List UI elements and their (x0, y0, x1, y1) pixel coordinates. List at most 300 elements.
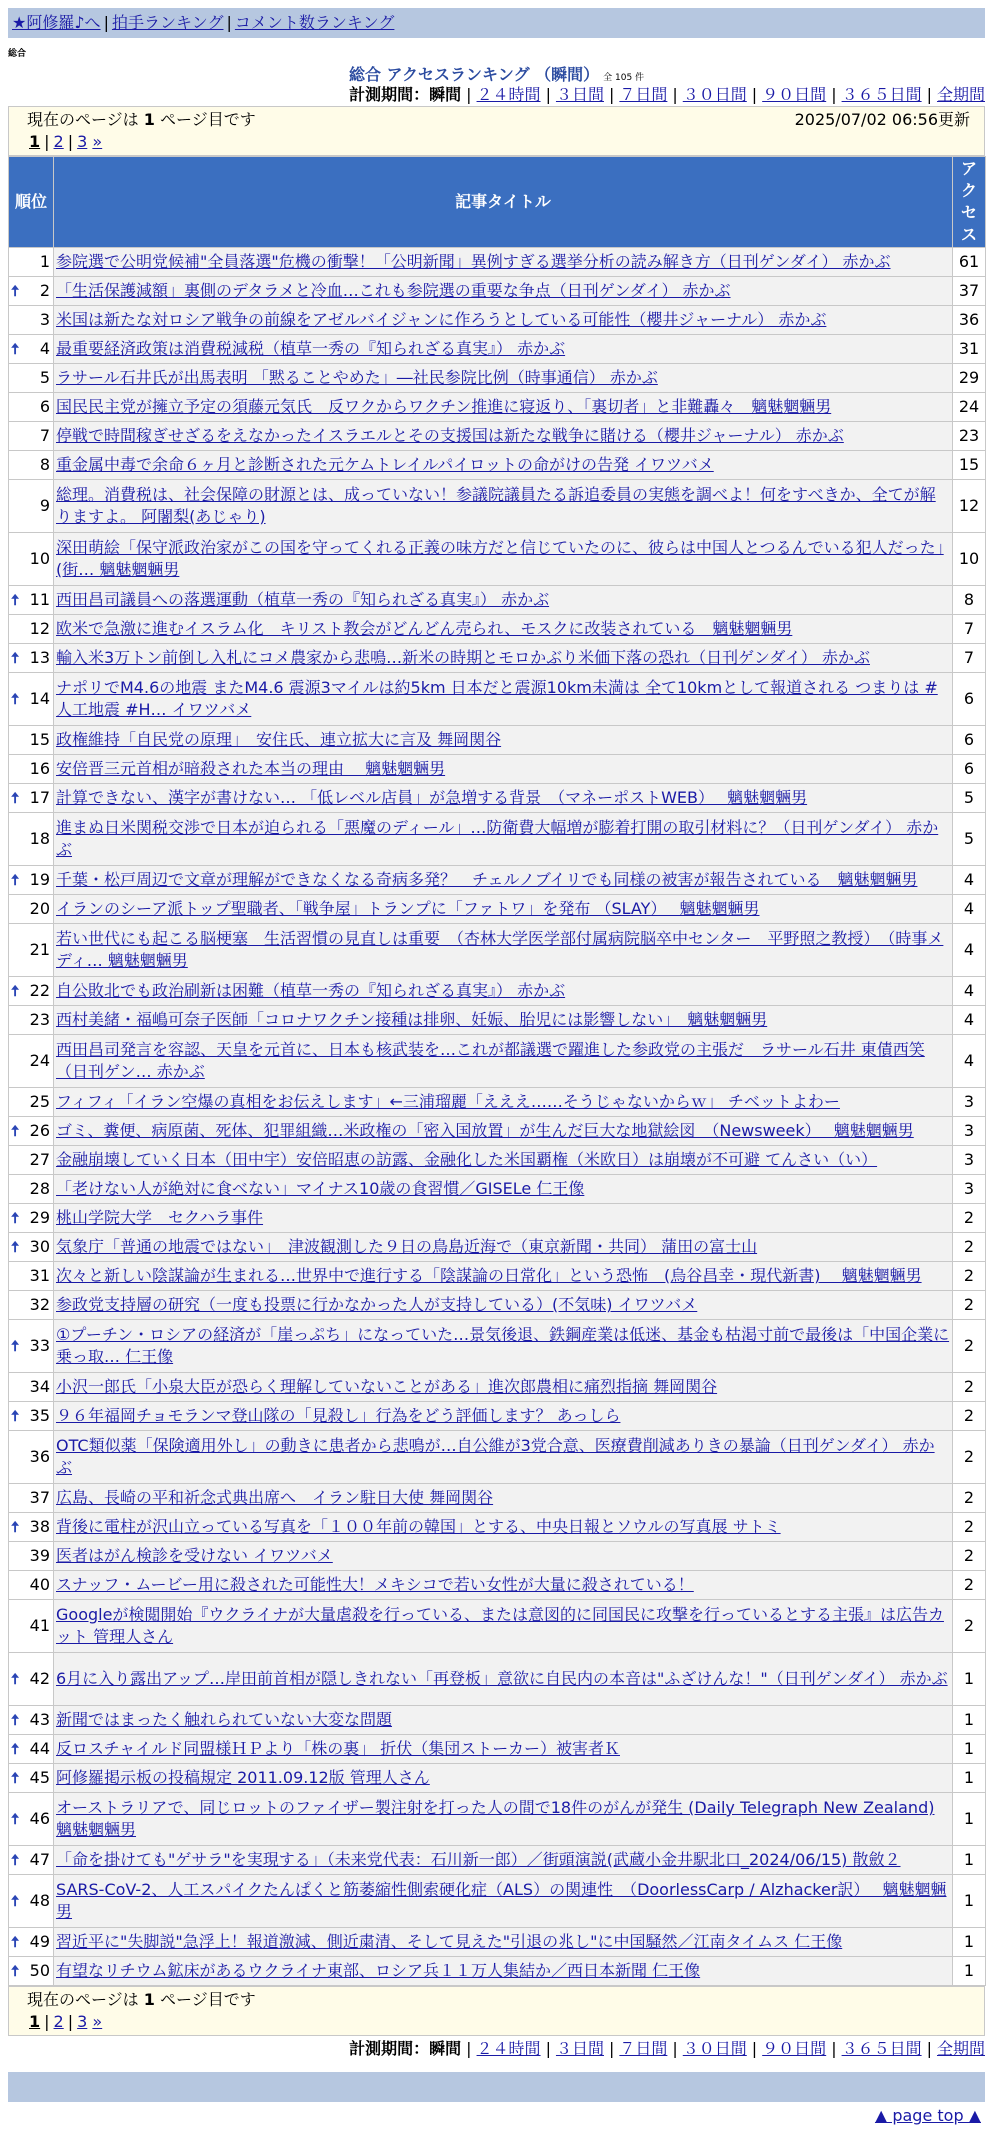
article-link[interactable]: 国民民主党が擁立予定の須藤元気氏 反ワクからワクチン推進に寝返り、「裏切者」と非難轟々 魑魅魍魎男 (56, 397, 832, 416)
table-row (9, 813, 986, 866)
table-row (9, 1373, 986, 1402)
period-link-6[interactable]: 全期間 (936, 2039, 985, 2058)
updated-timestamp: 2025/07/02 06:56更新 (794, 110, 970, 129)
page-status-row (27, 109, 970, 131)
title-cell (54, 1600, 953, 1653)
table-row (9, 393, 986, 422)
article-link[interactable]: 背後に電柱が沢山立っている写真を「１００年前の韓国」とする、中央日報とソウルの写真展 サトミ (56, 1517, 781, 1536)
rank-number: 13 (29, 648, 50, 667)
rank-cell (9, 1957, 54, 1986)
access-count: 10 (953, 533, 986, 586)
article-link[interactable]: 停戦で時間稼ぎせざるをえなかったイスラエルとその支援国は新たな戦争に賭ける（櫻井ジャーナル） 赤かぶ (56, 426, 844, 445)
rank-cell (9, 1035, 54, 1088)
article-link[interactable]: 有望なリチウム鉱床があるウクライナ東部、ロシア兵１１万人集結か／西日本新聞 仁王像 (56, 1961, 701, 1980)
table-row (9, 1875, 986, 1928)
access-count: 3 (953, 1175, 986, 1204)
title-cell (54, 1484, 953, 1513)
page-status-post: ページ目です (154, 110, 256, 129)
article-link[interactable]: 計算できない、漢字が書けない… 「低レベル店員」が急増する背景 （マネーポストWEB） 魑魅魍魎男 (56, 788, 808, 807)
rank-up-icon: 🠅 (11, 1209, 20, 1227)
period-separator: | (672, 2039, 678, 2058)
table-row (9, 1571, 986, 1600)
period-label: 計測期間： (349, 2039, 430, 2058)
table-row (9, 726, 986, 755)
title-cell (54, 1402, 953, 1431)
article-link[interactable]: 千葉・松戸周辺で文章が理解ができなくなる奇病多発？ チェルノブイリでも同様の被害が報告されている 魑魅魍魎男 (56, 870, 918, 889)
article-link[interactable]: 総理。消費税は、社会保障の財源とは、成っていない！参議院議員たる訴追委員の実態を調べよ！何をすべきか、全てが解りますよ。 阿闍梨(あじゃり) (56, 485, 936, 526)
title-cell (54, 1735, 953, 1764)
rank-cell (9, 1006, 54, 1035)
article-link[interactable]: 西村美緒・福嶋可奈子医師「コロナワクチン接種は排卵、妊娠、胎児には影響しない」 魑魅魍魎男 (56, 1010, 768, 1029)
rank-number: 37 (29, 1488, 50, 1507)
article-link[interactable]: 安倍晋三元首相が暗殺された本当の理由 魑魅魍魎男 (56, 759, 446, 778)
rank-number: 31 (29, 1266, 50, 1285)
rank-cell (9, 1875, 54, 1928)
period-selector (8, 84, 985, 106)
rank-up-icon: 🠅 (11, 1962, 20, 1980)
rank-number: 19 (29, 870, 50, 889)
title-cell (54, 393, 953, 422)
rank-number: 48 (29, 1891, 50, 1910)
rank-number: 36 (29, 1447, 50, 1466)
title-cell (54, 277, 953, 306)
title-cell (54, 451, 953, 480)
article-link[interactable]: オーストラリアで、同じロットのファイザー製注射を打った人の間で18件のがんが発生 (Daily Telegraph New Zealand) 魑魅魍魎男 (56, 1798, 935, 1839)
access-count: 1 (953, 1735, 986, 1764)
page-title (8, 62, 985, 84)
period-separator: | (545, 85, 551, 104)
page-status-pre: 現在のページは (27, 1990, 144, 2009)
rank-cell (9, 480, 54, 533)
page-top-row (8, 2102, 985, 2130)
access-count: 5 (953, 813, 986, 866)
access-count: 4 (953, 977, 986, 1006)
title-cell (54, 813, 953, 866)
access-count: 15 (953, 451, 986, 480)
period-separator: | (672, 85, 678, 104)
period-separator: | (608, 85, 615, 104)
title-cell (54, 533, 953, 586)
page-status-number: 1 (143, 110, 155, 129)
title-cell (54, 1291, 953, 1320)
rank-number: 43 (29, 1710, 50, 1729)
access-count: 2 (953, 1484, 986, 1513)
title-cell (54, 866, 953, 895)
clap-ranking-link[interactable]: 拍手ランキング (111, 13, 224, 32)
period-separator: | (831, 85, 837, 104)
period-separator: | (926, 2039, 932, 2058)
rank-up-icon: 🠅 (11, 1810, 20, 1828)
title-cell (54, 1571, 953, 1600)
rank-number: 12 (29, 619, 50, 638)
period-link-1[interactable]: ３日間 (555, 85, 604, 104)
table-row (9, 248, 986, 277)
title-cell (54, 480, 953, 533)
rank-number: 26 (29, 1121, 50, 1140)
period-separator: | (466, 85, 472, 104)
rank-number: 11 (29, 590, 50, 609)
rank-cell (9, 1291, 54, 1320)
article-link[interactable]: ①プーチン・ロシアの経済が「崖っぷち」になっていた…景気後退、鉄鋼産業は低迷、基金も枯渇寸前で最後は「中国企業に乗っ取… 仁王像 (56, 1325, 950, 1366)
rank-number: 44 (29, 1739, 50, 1758)
period-link-5[interactable]: ３６５日間 (841, 2039, 922, 2058)
access-count: 4 (953, 924, 986, 977)
access-count: 2 (953, 1542, 986, 1571)
table-row (9, 1035, 986, 1088)
article-link[interactable]: 参院選で公明党候補"全員落選"危機の衝撃！「公明新聞」異例すぎる選挙分析の読み解き方（日刊ゲンダイ） 赤かぶ (56, 252, 891, 271)
access-count: 5 (953, 784, 986, 813)
article-link[interactable]: 次々と新しい陰謀論が生まれる…世界中で進行する「陰謀論の日常化」という恐怖 (烏谷昌幸・現代新書) 魑魅魍魎男 (56, 1266, 922, 1285)
access-count: 3 (953, 1146, 986, 1175)
period-separator: | (608, 2039, 615, 2058)
rank-cell (9, 726, 54, 755)
title-cell (54, 1542, 953, 1571)
access-count: 2 (953, 1233, 986, 1262)
category-label: 総合 (8, 49, 27, 59)
access-count: 36 (953, 306, 986, 335)
period-link-6[interactable]: 全期間 (936, 85, 985, 104)
article-link[interactable]: 参政党支持層の研究（一度も投票に行かなかった人が支持している）(不気味) イワツバメ (56, 1295, 698, 1314)
article-link[interactable]: SARS-CoV-2、人工スパイクたんぱくと筋萎縮性側索硬化症（ALS）の関連性 （DoorlessCarp / Alzhacker訳） 魑魅魍魎男 (56, 1880, 947, 1921)
page-status-pre: 現在のページは (27, 110, 144, 129)
period-separator: | (751, 2039, 758, 2058)
article-link[interactable]: 重金属中毒で余命６ヶ月と診断された元ケムトレイルパイロットの命がけの告発 イワツバメ (56, 455, 714, 474)
access-count: 7 (953, 615, 986, 644)
title-cell (54, 335, 953, 364)
article-link[interactable]: 進まぬ日米関税交渉で日本が迫られる「悪魔のディール」…防衛費大幅増が膨着打開の取引材料に？（日刊ゲンダイ） 赤かぶ (56, 818, 939, 859)
table-row (9, 364, 986, 393)
access-count: 1 (953, 1875, 986, 1928)
table-row (9, 924, 986, 977)
access-count: 6 (953, 673, 986, 726)
access-count: 1 (953, 1793, 986, 1846)
article-link[interactable]: 6月に入り露出アップ…岸田前首相が隠しきれない「再登板」意欲に自民内の本音は"ふざけんな！"（日刊ゲンダイ） 赤かぶ (56, 1669, 948, 1688)
access-count: 1 (953, 1846, 986, 1875)
rank-number: 8 (39, 455, 50, 474)
article-link[interactable]: 広島、長崎の平和祈念式典出席へ イラン駐日大使 舞岡関谷 (56, 1488, 494, 1507)
page-separator: | (67, 2012, 74, 2031)
rank-cell (9, 1233, 54, 1262)
access-count: 1 (953, 1957, 986, 1986)
period-separator: | (545, 2039, 551, 2058)
rank-number: 34 (29, 1377, 50, 1396)
article-link[interactable]: 医者はがん検診を受けない イワツバメ (56, 1546, 333, 1565)
access-count: 23 (953, 422, 986, 451)
rank-cell (9, 1793, 54, 1846)
access-count: 2 (953, 1320, 986, 1373)
rank-number: 7 (39, 426, 50, 445)
rank-cell (9, 1653, 54, 1706)
rank-cell (9, 755, 54, 784)
period-link-2[interactable]: ７日間 (619, 85, 668, 104)
rank-number: 1 (39, 252, 50, 271)
page-status-row (27, 1989, 970, 2011)
table-row (9, 1233, 986, 1262)
article-link[interactable]: 西田昌司発言を容認、天皇を元首に、日本も核武装を…これが都議選で躍進した参政党の主張だ ラサール石井 東債西笑（日刊ゲン… 赤かぶ (56, 1040, 925, 1081)
access-count: 8 (953, 586, 986, 615)
rank-up-icon: 🠅 (11, 1122, 20, 1140)
pagination-box-bottom (8, 1986, 985, 2036)
page-links (29, 131, 970, 153)
rank-cell (9, 422, 54, 451)
title-cell (54, 364, 953, 393)
article-link[interactable]: 阿修羅掲示板の投稿規定 2011.09.12版 管理人さん (56, 1768, 430, 1787)
rank-cell (9, 644, 54, 673)
period-link-4[interactable]: ９０日間 (762, 2039, 827, 2058)
rank-cell (9, 895, 54, 924)
rank-cell (9, 1542, 54, 1571)
rank-number: 33 (29, 1336, 50, 1355)
table-row (9, 1006, 986, 1035)
table-row (9, 615, 986, 644)
period-link-5[interactable]: ３６５日間 (841, 85, 922, 104)
access-count: 29 (953, 364, 986, 393)
article-link[interactable]: 新聞ではまったく触れられていない大変な問題 (56, 1710, 393, 1729)
article-link[interactable]: 深田萌絵「保守派政治家がこの国を守ってくれる正義の味方だと信じていたのに、彼らは中国人とつるんでいる犯人だった」(街… 魑魅魍魎男 (56, 538, 944, 579)
rank-up-icon: 🠅 (11, 1892, 20, 1910)
article-link[interactable]: 最重要経済政策は消費税減税（植草一秀の『知られざる真実』） 赤かぶ (56, 339, 566, 358)
page-current: 1 (29, 132, 41, 151)
access-count: 1 (953, 1764, 986, 1793)
rank-cell (9, 1484, 54, 1513)
article-link[interactable]: ゴミ、糞便、病原菌、死体、犯罪組織…米政権の「密入国放置」が生んだ巨大な地獄絵図 （Newsweek） 魑魅魍魎男 (56, 1121, 914, 1140)
title-cell (54, 1320, 953, 1373)
table-row (9, 422, 986, 451)
rank-cell (9, 1320, 54, 1373)
article-link[interactable]: スナッフ・ムービー用に殺された可能性大！メキシコで若い女性が大量に殺されている！ (56, 1575, 694, 1594)
access-count: 2 (953, 1204, 986, 1233)
rank-cell (9, 586, 54, 615)
access-count: 2 (953, 1373, 986, 1402)
rank-number: 49 (29, 1932, 50, 1951)
rank-number: 5 (39, 368, 50, 387)
next-page-link[interactable]: » (92, 2012, 103, 2031)
period-link-3[interactable]: ３０日間 (682, 85, 747, 104)
table-row (9, 1402, 986, 1431)
title-cell (54, 1088, 953, 1117)
article-link[interactable]: 欧米で急激に進むイスラム化 キリスト教会がどんどん売られ、モスクに改装されている 魑魅魍魎男 (56, 619, 793, 638)
period-separator: | (466, 2039, 472, 2058)
article-link[interactable]: 「命を掛けても"ゲサラ"を実現する」（未来党代表：石川新一郎）／街頭演説(武蔵小金井駅北口_2024/06/15) 散斂２ (56, 1850, 901, 1869)
table-row (9, 1484, 986, 1513)
access-count: 4 (953, 1035, 986, 1088)
article-link[interactable]: 米国は新たな対ロシア戦争の前線をアゼルバイジャンに作ろうとしている可能性（櫻井ジャーナル） 赤かぶ (56, 310, 827, 329)
rank-cell (9, 1600, 54, 1653)
rank-number: 2 (39, 281, 50, 300)
rank-cell (9, 1402, 54, 1431)
rank-cell (9, 1513, 54, 1542)
rank-number: 40 (29, 1575, 50, 1594)
rank-up-icon: 🠅 (11, 1670, 20, 1688)
page-status-post: ページ目です (154, 1990, 256, 2009)
rank-number: 29 (29, 1208, 50, 1227)
table-row (9, 784, 986, 813)
table-row (9, 1928, 986, 1957)
article-link[interactable]: 西田昌司議員への落選運動（植草一秀の『知られざる真実』） 赤かぶ (56, 590, 550, 609)
article-link[interactable]: 気象庁「普通の地震ではない」 津波観測した９日の鳥島近海で（東京新聞・共同） 蒲田の富士山 (56, 1237, 758, 1256)
page-link-2[interactable]: 2 (53, 2012, 64, 2031)
table-row (9, 1320, 986, 1373)
period-link-0[interactable]: ２４時間 (476, 2039, 541, 2058)
title-cell (54, 1175, 953, 1204)
table-row (9, 533, 986, 586)
title-cell (54, 784, 953, 813)
article-link[interactable]: 金融崩壊していく日本（田中宇）安倍昭恵の訪露、金融化した米国覇権（米欧日）は崩壊が不可避 てんさい（い） (56, 1150, 878, 1169)
period-link-0[interactable]: ２４時間 (476, 85, 541, 104)
title-cell (54, 644, 953, 673)
page-separator: | (44, 2012, 50, 2031)
table-row (9, 1146, 986, 1175)
table-row (9, 755, 986, 784)
article-link[interactable]: フィフィ「イラン空爆の真相をお伝えします」←三浦瑠麗「えええ……そうじゃないからｗ」 チベットよわー (56, 1092, 840, 1111)
title-cell (54, 1006, 953, 1035)
rank-number: 45 (29, 1768, 50, 1787)
page-link-3[interactable]: 3 (77, 132, 88, 151)
access-count: 2 (953, 1571, 986, 1600)
comment-ranking-link[interactable]: コメント数ランキング (234, 13, 395, 32)
article-link[interactable]: 自公敗北でも政治刷新は困難（植草一秀の『知られざる真実』） 赤かぶ (56, 981, 566, 1000)
table-row (9, 480, 986, 533)
nav-separator: | (226, 13, 232, 32)
article-link[interactable]: 「老けない人が絶対に食べない」マイナス10歳の食習慣／GISELe 仁王像 (56, 1179, 585, 1198)
access-count: 37 (953, 277, 986, 306)
article-link[interactable]: イランのシーア派トップ聖職者、「戦争屋」トランプに「ファトワ」を発布 （SLAY） 魑魅魍魎男 (56, 899, 760, 918)
article-link[interactable]: ラサール石井氏が出馬表明 「黙ることやめた」―社民参院比例（時事通信） 赤かぶ (56, 368, 658, 387)
rank-cell (9, 866, 54, 895)
article-link[interactable]: 習近平に"失脚説"急浮上！報道激減、側近粛清、そして見えた"引退の兆し"に中国騒然／江南タイムス 仁王像 (56, 1932, 843, 1951)
table-row (9, 1262, 986, 1291)
period-link-2[interactable]: ７日間 (619, 2039, 668, 2058)
table-row (9, 1600, 986, 1653)
title-cell (54, 1706, 953, 1735)
article-link[interactable]: OTC類似薬「保険適用外し」の動きに患者から悲鳴が…自公維が3党合意、医療費削減ありきの暴論（日刊ゲンダイ） 赤かぶ (56, 1436, 935, 1477)
rank-cell (9, 1706, 54, 1735)
rank-cell (9, 1571, 54, 1600)
article-link[interactable]: 若い世代にも起こる脳梗塞 生活習慣の見直しは重要 （杏林大学医学部付属病院脳卒中センター 平野照之教授） （時事メディ… 魑魅魍魎男 (56, 929, 944, 970)
table-row (9, 306, 986, 335)
access-count: 6 (953, 726, 986, 755)
article-link[interactable]: ９６年福岡チョモランマ登山隊の「見殺し」行為をどう評価します？ あっしら (56, 1406, 621, 1425)
rank-cell (9, 977, 54, 1006)
rank-number: 38 (29, 1517, 50, 1536)
title-cell (54, 1431, 953, 1484)
article-link[interactable]: 反ロスチャイルド同盟様ＨＰより「株の裏」 折伏（集団ストーカー）被害者Ｋ (56, 1739, 620, 1758)
article-link[interactable]: ナポリでM4.6の地震 またM4.6 震源3マイルは約5km 日本だと震源10km未満は 全て10kmとして報道される つまりは #人工地震 #H… イワツバメ (56, 678, 938, 719)
title-cell (54, 1928, 953, 1957)
period-link-3[interactable]: ３０日間 (682, 2039, 747, 2058)
period-selector-bottom (8, 2038, 985, 2060)
rank-number: 15 (29, 730, 50, 749)
table-row (9, 1653, 986, 1706)
page-separator: | (67, 132, 74, 151)
access-count: 6 (953, 755, 986, 784)
title-cell (54, 306, 953, 335)
title-cell (54, 755, 953, 784)
period-separator: | (926, 85, 932, 104)
table-row (9, 1957, 986, 1986)
access-count: 1 (953, 1928, 986, 1957)
rank-up-icon: 🠅 (11, 1711, 20, 1729)
title-cell (54, 1513, 953, 1542)
rank-number: 35 (29, 1406, 50, 1425)
rank-up-icon: 🠅 (11, 1769, 20, 1787)
rank-up-icon: 🠅 (11, 1407, 20, 1425)
access-count: 3 (953, 1117, 986, 1146)
table-row (9, 586, 986, 615)
top-nav (8, 8, 985, 38)
period-current: 瞬間 (429, 85, 462, 104)
table-row (9, 1513, 986, 1542)
rank-cell (9, 306, 54, 335)
title-cell (54, 248, 953, 277)
article-link[interactable]: 「生活保護減額」裏側のデタラメと冷血…これも参院選の重要な争点（日刊ゲンダイ） 赤かぶ (56, 281, 731, 300)
ranking-table (8, 156, 986, 1986)
home-link[interactable]: ★阿修羅♪へ (12, 13, 101, 32)
page-link-2[interactable]: 2 (53, 132, 64, 151)
title-cell (54, 1653, 953, 1706)
rank-number: 4 (39, 339, 50, 358)
period-separator: | (751, 85, 758, 104)
title-cell (54, 1764, 953, 1793)
rank-up-icon: 🠅 (11, 1337, 20, 1355)
rank-cell (9, 1373, 54, 1402)
access-count: 7 (953, 644, 986, 673)
article-link[interactable]: 政権維持「自民党の原理」 安住氏、連立拡大に言及 舞岡関谷 (56, 730, 502, 749)
rank-number: 3 (39, 310, 50, 329)
rank-number: 27 (29, 1150, 50, 1169)
rank-number: 42 (29, 1669, 50, 1688)
rank-cell (9, 1431, 54, 1484)
article-link[interactable]: 小沢一郎氏「小泉大臣が恐らく理解していないことがある」進次郎農相に痛烈指摘 舞岡関谷 (56, 1377, 718, 1396)
table-row (9, 1542, 986, 1571)
title-cell (54, 1233, 953, 1262)
rank-cell (9, 1117, 54, 1146)
table-row (9, 977, 986, 1006)
article-link[interactable]: 桃山学院大学 セクハラ事件 (56, 1208, 264, 1227)
rank-up-icon: 🠅 (11, 340, 20, 358)
rank-number: 30 (29, 1237, 50, 1256)
title-cell (54, 1875, 953, 1928)
table-row (9, 1088, 986, 1117)
access-count: 31 (953, 335, 986, 364)
rank-number: 41 (29, 1616, 50, 1635)
page-link-3[interactable]: 3 (77, 2012, 88, 2031)
access-header: アクセス (953, 157, 986, 248)
page-separator: | (44, 132, 50, 151)
table-row (9, 1764, 986, 1793)
article-link[interactable]: 輸入米3万トン前倒し入札にコメ農家から悲鳴…新米の時期とモロかぶり米価下落の恐れ（日刊ゲンダイ） 赤かぶ (56, 648, 870, 667)
page-top-link[interactable]: ▲ page top ▲ (874, 2106, 981, 2125)
access-count: 2 (953, 1600, 986, 1653)
ranking-body (9, 248, 986, 1986)
period-label: 計測期間： (349, 85, 430, 104)
table-row (9, 277, 986, 306)
rank-number: 50 (29, 1961, 50, 1980)
article-link[interactable]: Googleが検閲開始『ウクライナが大量虐殺を行っている、または意図的に同国民に攻撃を行っているとする主張』は広告カット 管理人さん (56, 1605, 944, 1646)
table-row (9, 451, 986, 480)
title-cell (54, 673, 953, 726)
access-count: 61 (953, 248, 986, 277)
rank-cell (9, 1146, 54, 1175)
rank-number: 39 (29, 1546, 50, 1565)
table-row (9, 1291, 986, 1320)
title-cell (54, 1262, 953, 1291)
period-link-4[interactable]: ９０日間 (762, 85, 827, 104)
period-link-1[interactable]: ３日間 (555, 2039, 604, 2058)
next-page-link[interactable]: » (92, 132, 103, 151)
rank-number: 16 (29, 759, 50, 778)
rank-number: 22 (29, 981, 50, 1000)
